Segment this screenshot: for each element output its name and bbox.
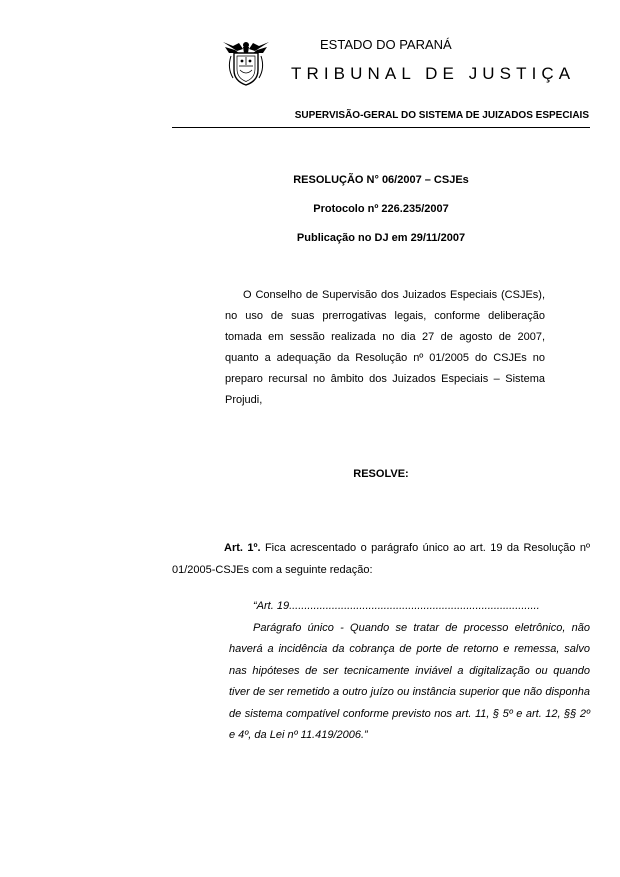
quote-article-line: “Art. 19.................................................................................. bbox=[253, 600, 540, 612]
quoted-amendment bbox=[229, 596, 590, 747]
court-name: TRIBUNAL DE JUSTIÇA bbox=[291, 64, 576, 83]
state-name: ESTADO DO PARANÁ bbox=[320, 37, 452, 52]
article-paragraph bbox=[172, 537, 590, 581]
article-label: Art. 1º. bbox=[224, 542, 261, 554]
resolve-heading: RESOLVE: bbox=[353, 468, 409, 480]
protocol-number: Protocolo nº 226.235/2007 bbox=[313, 203, 449, 215]
department-name: SUPERVISÃO-GERAL DO SISTEMA DE JUIZADOS ESPECIAIS bbox=[294, 110, 589, 121]
quote-paragraph: Parágrafo único - Quando se tratar de processo eletrônico, não haverá a incidência da cobrança de porte de retorno e remessa, salvo nas hipóteses de ser tecnicamente inviável a digitalização ou quando tiver de ser remetido a outro juízo ou instância superior que não disponha de sistema compatível conforme previsto nos art. 11, § 5º e art. 12, §§ 2º e 4º, da Lei nº 11.419/2006.” bbox=[229, 621, 590, 741]
resolution-title: RESOLUÇÃO N° 06/2007 – CSJEs bbox=[293, 174, 469, 186]
coat-of-arms-icon bbox=[221, 38, 271, 88]
intro-paragraph bbox=[225, 285, 545, 411]
publication-date: Publicação no DJ em 29/11/2007 bbox=[296, 232, 466, 244]
header-divider bbox=[172, 127, 590, 128]
article-text: Fica acrescentado o parágrafo único ao art. 19 da Resolução nº 01/2005-CSJEs com a seguinte redação: bbox=[172, 542, 590, 576]
intro-text: O Conselho de Supervisão dos Juizados Especiais (CSJEs), no uso de suas prerrogativas legais, conforme deliberação tomada em sessão realizada no dia 27 de agosto de 2007, quanto a adequação da Resolução nº 01/2005 do CSJEs no preparo recursal no âmbito dos Juizados Especiais – Sistema Projudi, bbox=[225, 289, 545, 406]
